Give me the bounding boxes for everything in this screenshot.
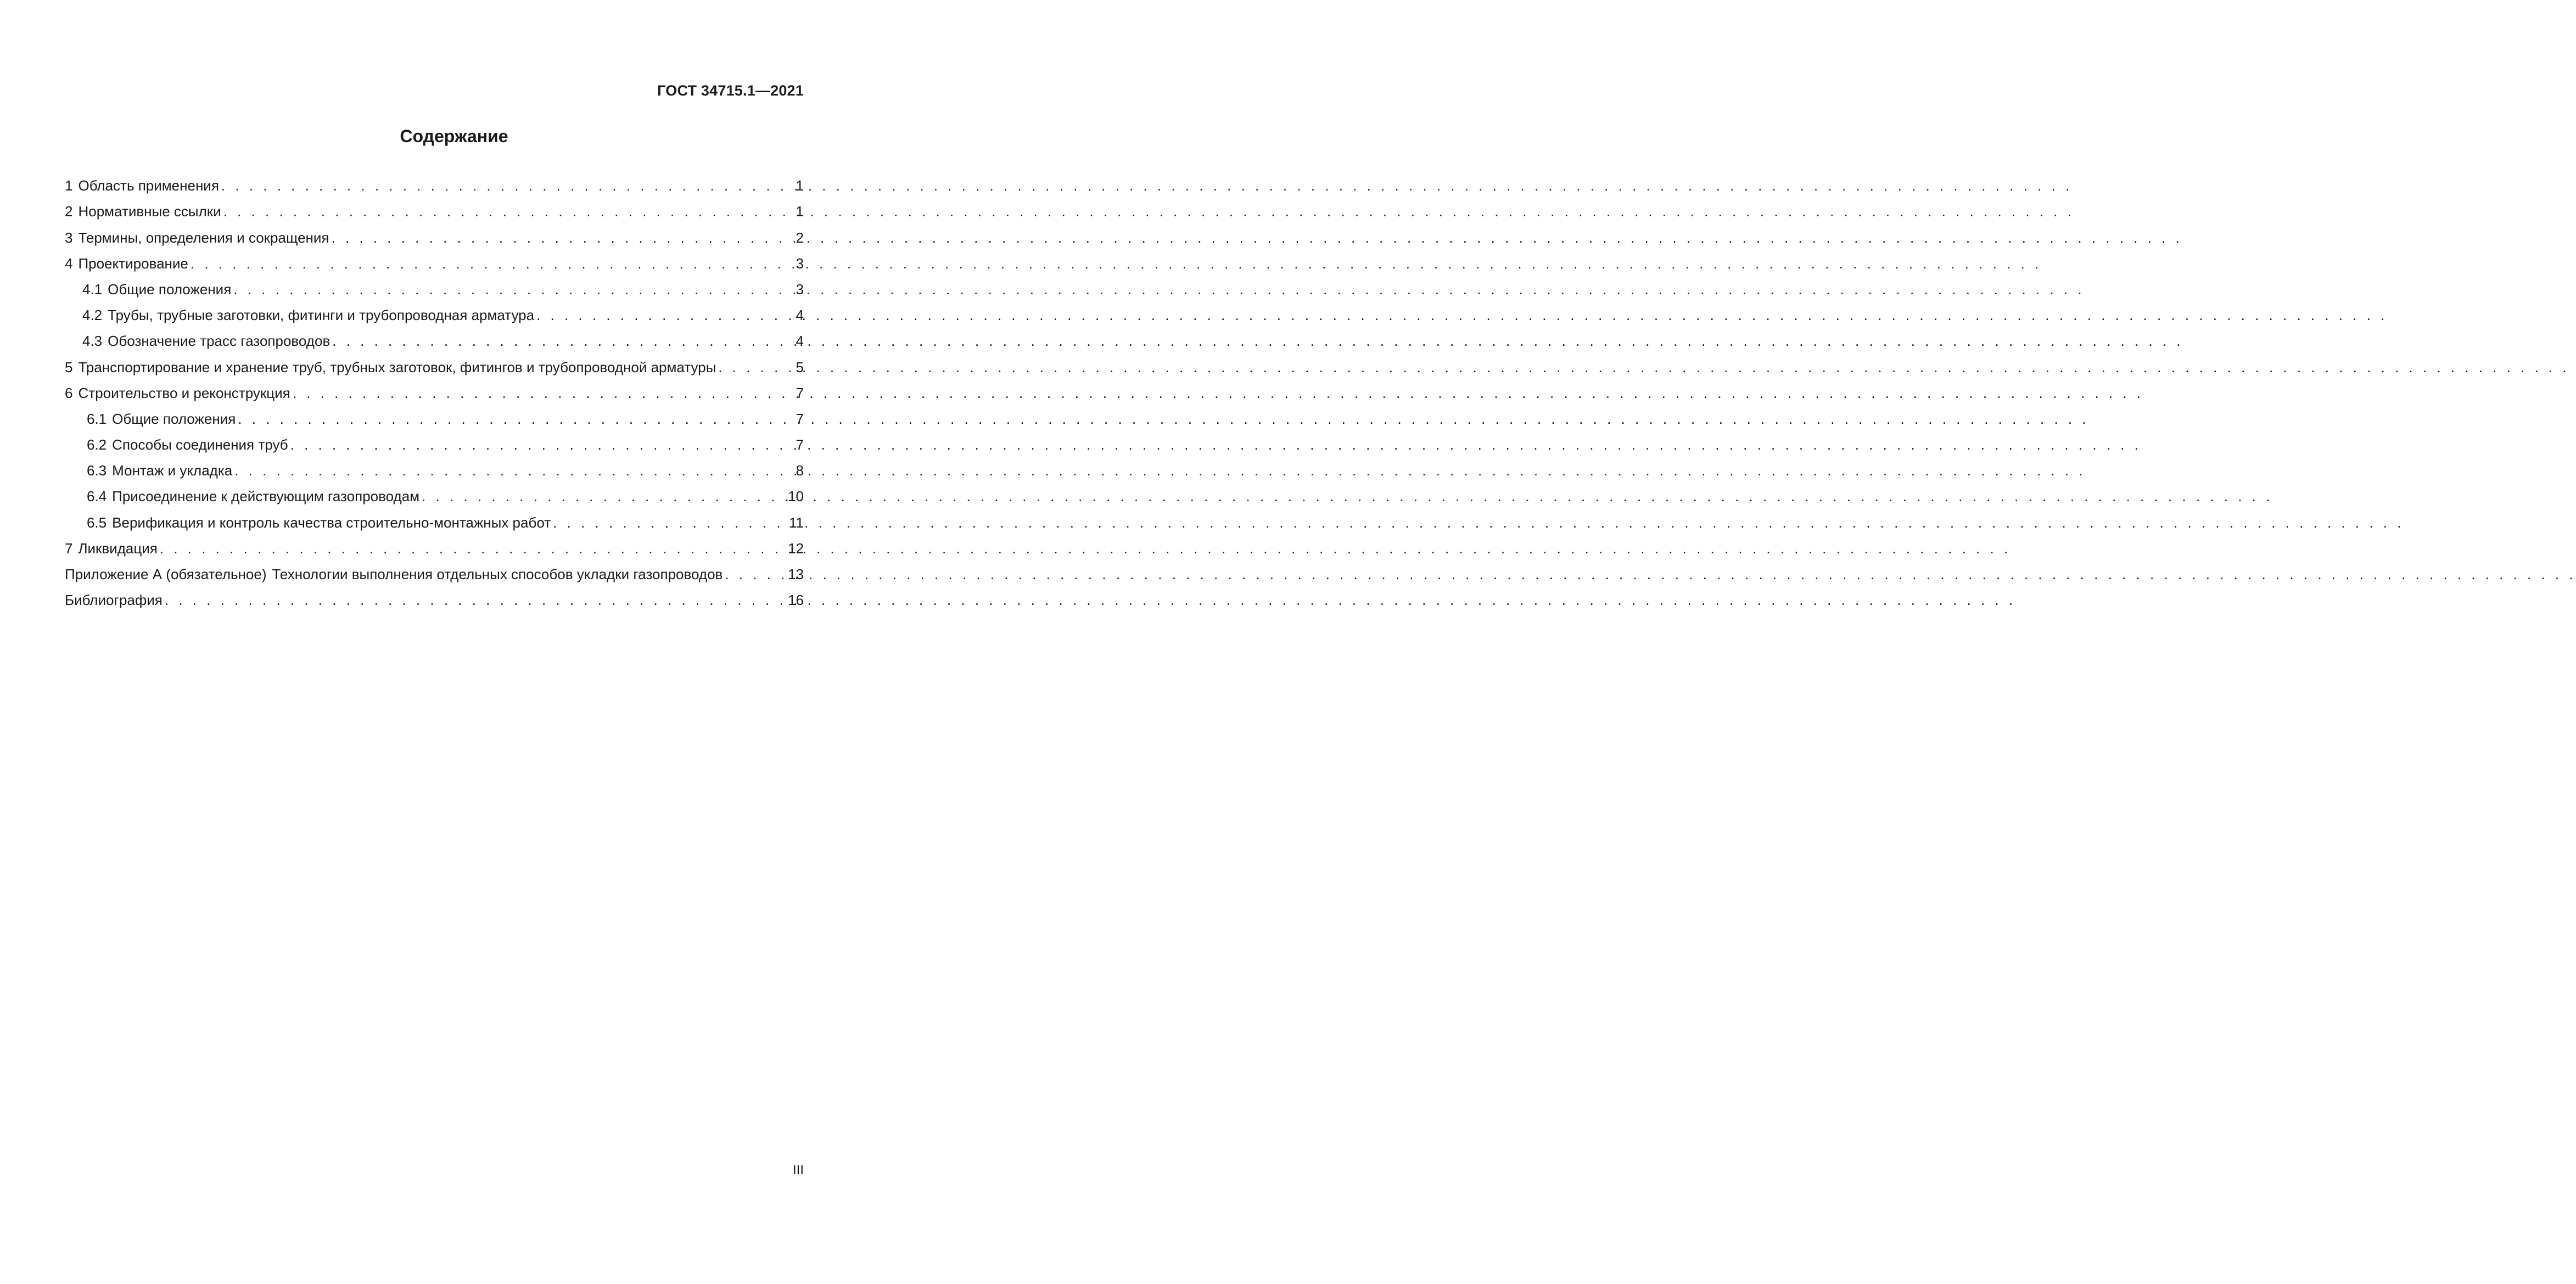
toc-entry-page: 10 bbox=[788, 488, 804, 505]
toc-entry-label: Ликвидация bbox=[78, 540, 158, 557]
toc-entry-label: Присоединение к действующим газопроводам bbox=[112, 488, 420, 505]
toc-entry-1[interactable] bbox=[65, 168, 804, 194]
toc-entry-page: 3 bbox=[796, 255, 804, 272]
toc-entry-page: 12 bbox=[788, 540, 804, 557]
toc-entry-page: 5 bbox=[796, 358, 804, 375]
toc-entry-appendix-a[interactable] bbox=[65, 557, 804, 582]
toc-entry-label: Библиография bbox=[65, 592, 163, 609]
toc-entry-7[interactable] bbox=[65, 531, 804, 557]
toc-entry-4[interactable] bbox=[65, 246, 804, 272]
toc-entry-label: Технологии выполнения отдельных способов укладки газопроводов bbox=[272, 566, 723, 582]
toc-title: Содержание bbox=[400, 126, 508, 146]
page-number: III bbox=[792, 1163, 804, 1178]
toc-entry-6-1[interactable] bbox=[65, 401, 804, 427]
toc-dot-leader bbox=[293, 385, 793, 401]
toc-entry-number: Приложение А (обязательное) bbox=[65, 566, 267, 582]
toc-entry-number: 6.2 bbox=[87, 436, 107, 453]
toc-dot-leader bbox=[332, 229, 793, 246]
toc-entry-label: Общие положения bbox=[112, 410, 236, 427]
toc-entry-number: 3 bbox=[65, 229, 73, 246]
toc-dot-leader bbox=[725, 566, 786, 582]
toc-entry-4-3[interactable] bbox=[65, 323, 804, 349]
toc-dot-leader bbox=[332, 333, 793, 349]
toc-entry-number: 4.1 bbox=[82, 281, 103, 298]
toc-entry-label: Нормативные ссылки bbox=[78, 203, 221, 220]
toc-entry-number: 7 bbox=[65, 540, 73, 557]
toc-entry-page: 7 bbox=[796, 410, 804, 427]
toc-dot-leader bbox=[290, 436, 793, 453]
toc-entry-3[interactable] bbox=[65, 220, 804, 245]
toc-entry-number: 5 bbox=[65, 358, 73, 375]
toc-entry-page: 3 bbox=[796, 281, 804, 298]
toc-entry-6-4[interactable] bbox=[65, 479, 804, 504]
toc-entry-label: Термины, определения и сокращения bbox=[78, 229, 329, 246]
toc-dot-leader bbox=[223, 203, 793, 220]
toc-entry-page: 13 bbox=[788, 566, 804, 582]
toc-entry-page: 11 bbox=[789, 514, 804, 531]
toc-entry-page: 1 bbox=[796, 203, 804, 220]
toc-entry-label: Проектирование bbox=[78, 255, 188, 272]
toc-entry-6[interactable] bbox=[65, 375, 804, 401]
toc-entry-label: Трубы, трубные заготовки, фитинги и трубопроводная арматура bbox=[108, 307, 535, 324]
toc-entry-page: 7 bbox=[796, 384, 804, 401]
toc-entry-number: 6 bbox=[65, 384, 73, 401]
toc-dot-leader bbox=[718, 359, 793, 375]
toc-entry-label: Монтаж и укладка bbox=[112, 462, 233, 479]
toc-entry-page: 1 bbox=[796, 177, 804, 194]
toc-entry-label: Область применения bbox=[78, 177, 219, 194]
toc-dot-leader bbox=[233, 281, 793, 298]
toc-entry-label: Общие положения bbox=[108, 281, 232, 298]
table-of-contents bbox=[65, 168, 804, 608]
toc-entry-6-3[interactable] bbox=[65, 453, 804, 479]
toc-dot-leader bbox=[221, 177, 793, 194]
toc-entry-label: Обозначение трасс газопроводов bbox=[108, 333, 331, 350]
toc-dot-leader bbox=[553, 514, 787, 531]
toc-entry-4-1[interactable] bbox=[65, 272, 804, 298]
toc-entry-number: 1 bbox=[65, 177, 73, 194]
toc-entry-label: Транспортирование и хранение труб, трубных заготовок, фитингов и трубопроводной арматуры bbox=[78, 358, 716, 375]
toc-entry-number: 6.4 bbox=[87, 488, 107, 505]
toc-entry-page: 2 bbox=[796, 229, 804, 246]
toc-entry-6-2[interactable] bbox=[65, 427, 804, 453]
toc-entry-number: 6.5 bbox=[87, 514, 107, 531]
toc-entry-number: 2 bbox=[65, 203, 73, 220]
toc-entry-number: 4.2 bbox=[82, 307, 103, 324]
toc-dot-leader bbox=[191, 255, 793, 272]
toc-entry-6-5[interactable] bbox=[65, 504, 804, 530]
toc-entry-label: Способы соединения труб bbox=[112, 436, 288, 453]
toc-dot-leader bbox=[238, 411, 793, 427]
toc-dot-leader bbox=[234, 462, 793, 479]
toc-entry-page: 7 bbox=[796, 436, 804, 453]
toc-entry-2[interactable] bbox=[65, 194, 804, 220]
toc-entry-bibliography[interactable] bbox=[65, 582, 804, 608]
toc-entry-number: 4 bbox=[65, 255, 73, 272]
toc-dot-leader bbox=[160, 540, 786, 557]
toc-entry-number: 6.3 bbox=[87, 462, 107, 479]
toc-entry-label: Строительство и реконструкция bbox=[78, 384, 290, 401]
toc-entry-page: 16 bbox=[788, 592, 804, 609]
toc-entry-number: 6.1 bbox=[87, 410, 107, 427]
toc-entry-label: Верификация и контроль качества строительно-монтажных работ bbox=[112, 514, 551, 531]
toc-entry-page: 4 bbox=[796, 307, 804, 324]
doc-code: ГОСТ 34715.1—2021 bbox=[657, 82, 804, 99]
toc-entry-4-2[interactable] bbox=[65, 298, 804, 323]
toc-entry-number: 4.3 bbox=[82, 333, 103, 350]
toc-entry-5[interactable] bbox=[65, 349, 804, 375]
toc-entry-page: 8 bbox=[796, 462, 804, 479]
toc-dot-leader bbox=[536, 307, 793, 323]
toc-entry-page: 4 bbox=[796, 333, 804, 350]
toc-dot-leader bbox=[165, 592, 786, 608]
toc-dot-leader bbox=[422, 488, 786, 504]
